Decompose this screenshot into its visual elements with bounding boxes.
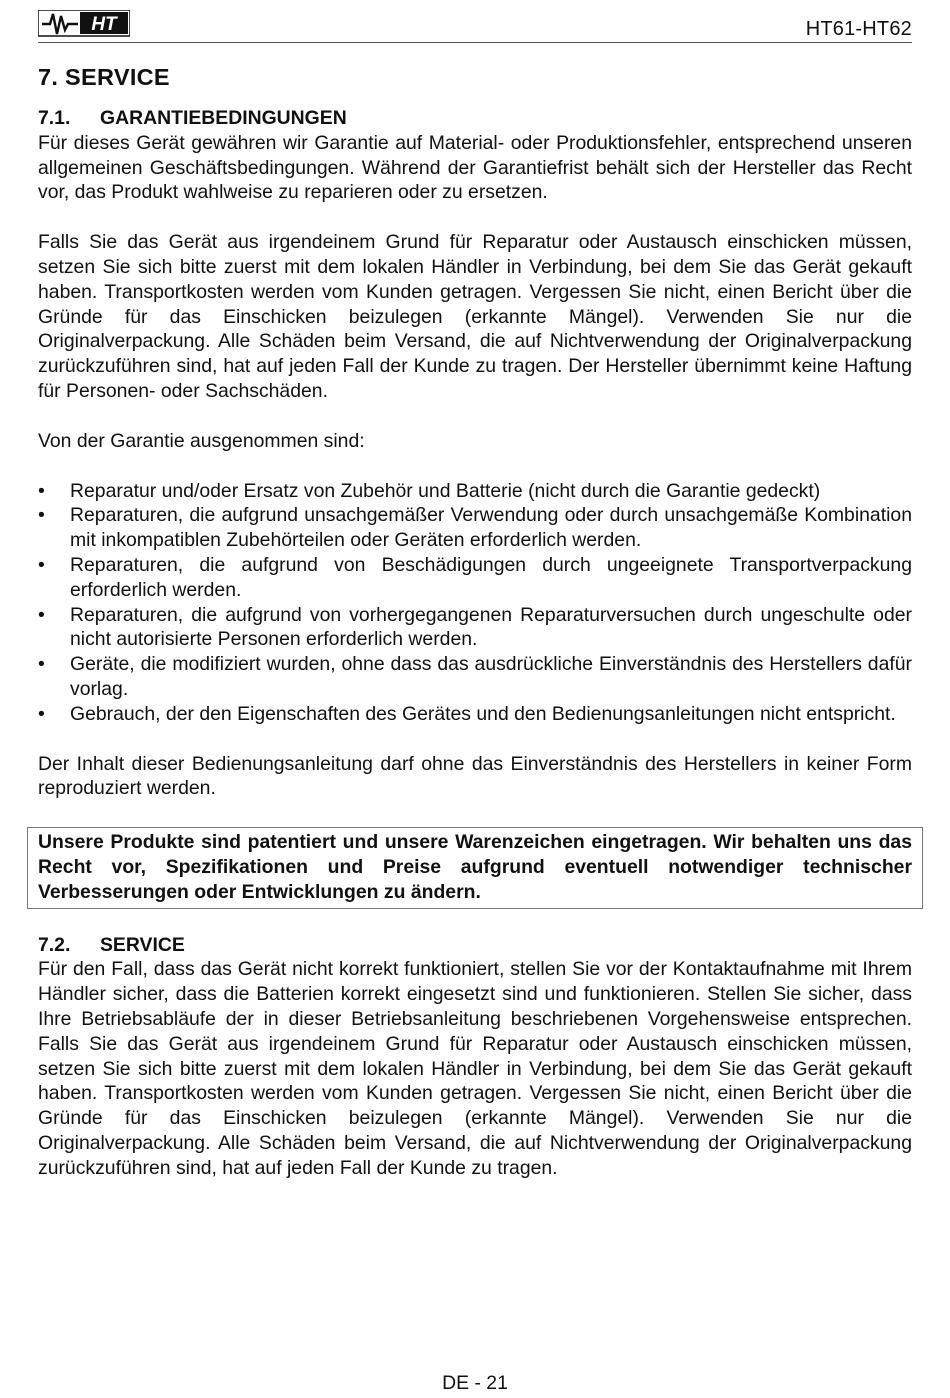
warranty-paragraph-1: Für dieses Gerät gewähren wir Garantie auf Material- oder Produktionsfehler, entsprechend unseren allgemeinen Geschäftsbedingungen. Während der Garantiefrist behält sich der Hersteller das Recht vor, das Produkt wahlweise zu reparieren oder zu ersetzen. [38,131,912,204]
bullet-icon: • [38,553,45,576]
section-number: 7. [38,64,59,90]
subsection-number: 7.1. [38,107,71,129]
list-item: • Reparaturen, die aufgrund von vorhergegangenen Reparaturversuchen durch ungeschulte oder nicht autorisierte Personen erforderlich werden. [38,603,912,651]
bullet-icon: • [38,702,45,725]
service-paragraph: Für den Fall, dass das Gerät nicht korrekt funktioniert, stellen Sie vor der Kontaktaufnahme mit Ihrem Händler sicher, dass die Batterien korrekt eingesetzt sind und funktionieren. Stellen Sie sicher, dass Ihre Betriebsabläufe der in dieser Betriebsanleitung beschriebenen Vorgehensweise entsprechen. Falls Sie das Gerät aus irgendeinem Grund für Reparatur oder Austausch einschicken müssen, setzen Sie sich bitte zuerst mit dem lokalen Händler in Verbindung, bei dem Sie das Gerät gekauft haben. Transportkosten werden vom Kunden getragen. Vergessen Sie nicht, einen Bericht über die Gründe für das Einschicken beizulegen (erkannte Mängel). Verwenden Sie nur die Originalverpackung. Alle Schäden beim Versand, die auf Nichtverwendung der Originalverpackung zurückzuführen sind, hat auf jeden Fall der Kunde zu tragen. [38,958,912,1179]
list-item: • Reparaturen, die aufgrund von Beschädigungen durch ungeeignete Transportverpackung erforderlich werden. [38,553,912,601]
page-number: DE - 21 [442,1372,508,1394]
warranty-exclusions-intro: Von der Garantie ausgenommen sind: [38,429,365,452]
bullet-icon: • [38,603,45,626]
reproduction-notice: Der Inhalt dieser Bedienungsanleitung darf ohne das Einverständnis des Herstellers in keiner Form reproduziert werden. [38,752,912,800]
subsection-number: 7.2. [38,933,71,956]
subsection-title: GARANTIEBEDINGUNGEN [100,107,347,129]
svg-text:HT: HT [91,14,117,35]
warranty-paragraph-2: Falls Sie das Gerät aus irgendeinem Grund für Reparatur oder Austausch einschicken müssen, setzen Sie sich bitte zuerst mit dem lokalen Händler in Verbindung, bei dem Sie das Gerät gekauft haben. Transportkosten werden vom Kunden getragen. Vergessen Sie nicht, einen Bericht über die Gründe für das Einschicken beizulegen (erkannte Mängel). Verwenden Sie nur die Originalverpackung. Alle Schäden beim Versand, die auf Nichtverwendung der Originalverpackung zurückzuführen sind, hat auf jeden Fall der Kunde zu tragen. Der Hersteller übernimmt keine Haftung für Personen- oder Sachschäden. [38,231,912,402]
bullet-icon: • [38,653,45,676]
page-content [38,62,912,1180]
subsection-title: SERVICE [100,933,185,956]
subsection-heading-warranty [38,106,912,131]
bullet-icon: • [38,504,45,527]
list-item: • Geräte, die modifiziert wurden, ohne dass das ausdrückliche Einverständnis des Herstellers dafür vorlag. [38,653,912,700]
list-item: • Reparaturen, die aufgrund unsachgemäßer Verwendung oder durch unsachgemäße Kombination mit inkompatiblen Zubehörteilen oder Geräten erforderlich werden. [38,504,912,552]
list-item: • Gebrauch, der den Eigenschaften des Gerätes und den Bedienungsanleitungen nicht entspricht. [38,702,896,725]
bullet-icon: • [38,479,45,502]
subsection-heading-service [38,933,912,958]
page-header [38,4,912,43]
model-label: HT61-HT62 [805,18,912,40]
list-item: • Reparatur und/oder Ersatz von Zubehör und Batterie (nicht durch die Garantie gedeckt) [38,479,821,502]
exclusions-list [38,479,912,727]
section-title: SERVICE [65,64,170,90]
ht-logo-icon [38,10,130,38]
patent-notice-box: Unsere Produkte sind patentiert und unsere Warenzeichen eingetragen. Wir behalten uns das Recht vor, Spezifikationen und Preise aufgrund eventuell notwendiger technischer Verbesserungen oder Entwicklungen zu ändern. [27,827,923,908]
section-heading [38,62,912,92]
